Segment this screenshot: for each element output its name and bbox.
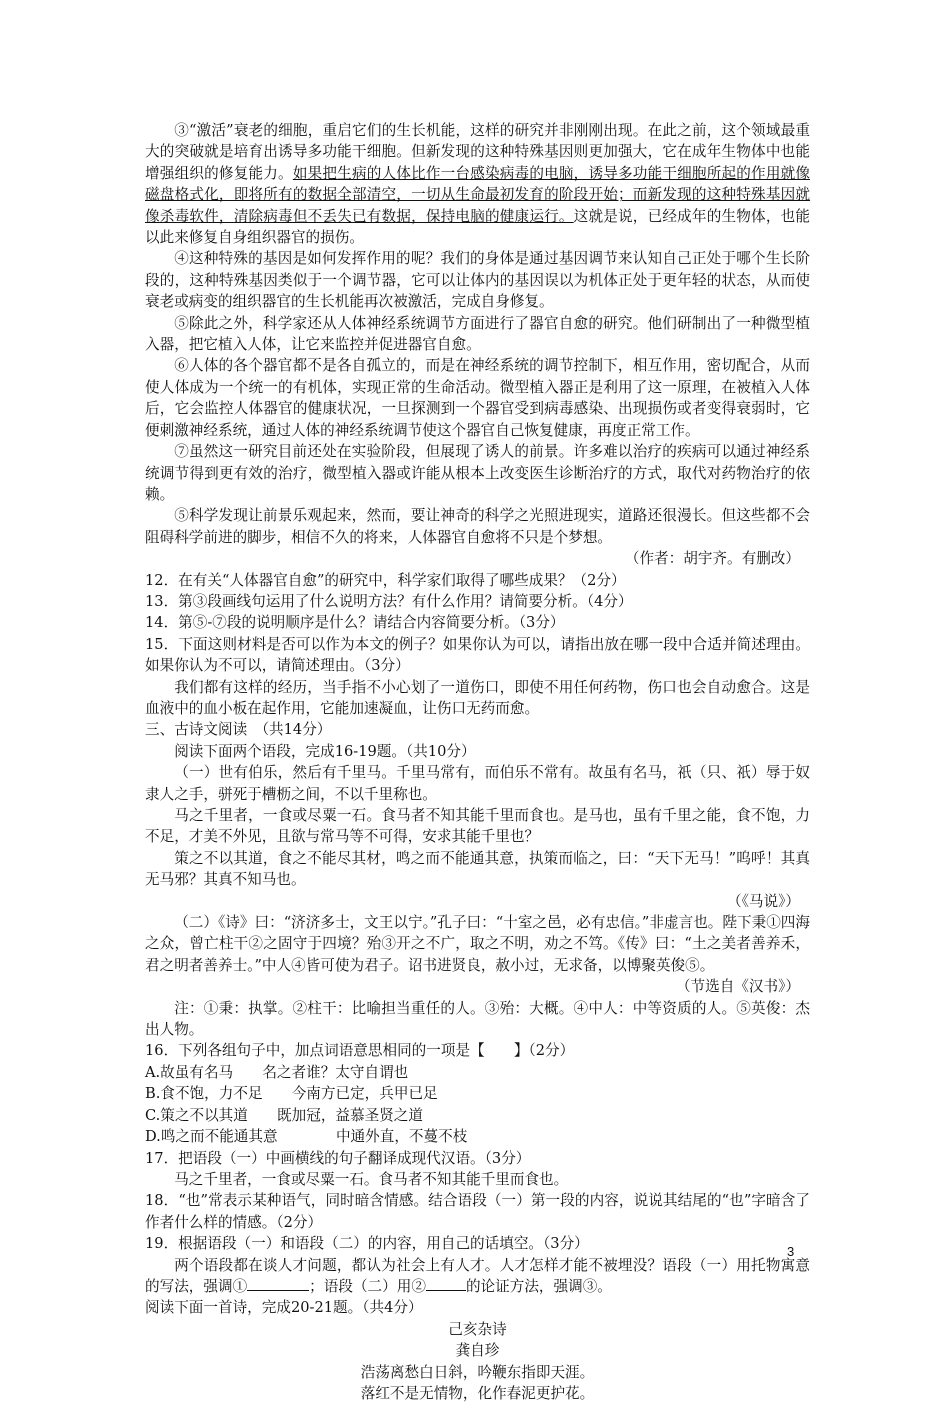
paragraph-5: ⑤除此之外，科学家还从人体神经系统调节方面进行了器官自愈的研究。他们研制出了一种微型植入器，把它植入人体，让它来监控并促进器官自愈。 xyxy=(145,314,810,354)
annotations: 注：①秉：执掌。②柱干：比喻担当重任的人。③殆：大概。④中人：中等资质的人。⑤英俊：杰出人物。 xyxy=(145,999,810,1039)
text2-source: （节选自《汉书》） xyxy=(675,978,800,996)
q16-option-a: A.故虽有名马 名之者谁？太守自谓也 xyxy=(145,1063,409,1081)
q16-option-c: C.策之不以其道 既加冠，益慕圣贤之道 xyxy=(145,1106,423,1124)
question-15: 15．下面这则材料是否可以作为本文的例子？如果你认为可以，请指出放在哪一段中合适并简述理由。如果你认为不可以，请简述理由。（3分） xyxy=(145,635,810,675)
section-3-heading: 三、古诗文阅读 （共14分） xyxy=(145,721,332,739)
answer-blank-1 xyxy=(247,1290,309,1291)
paragraph-8: ⑤科学发现让前景乐观起来，然而，要让神奇的科学之光照进现实，道路还很漫长。但这些都不会阻碍科学前进的脚步，相信不久的将来，人体器官自愈将不只是个梦想。 xyxy=(145,507,810,546)
question-15-material: 我们都有这样的经历，当手指不小心划了一道伤口，即使不用任何药物，伤口也会自动愈合。这是血液中的血小板在起作用，它能加速凝血，让伤口无药而愈。 xyxy=(145,678,810,717)
text1-source: （《马说》） xyxy=(727,892,800,910)
paragraph-6: ⑥人体的各个器官都不是各自孤立的，而是在神经系统的调节控制下，相互作用，密切配合，从而使人体成为一个统一的有机体，实现正常的生命活动。微型植入器正是利用了这一原理，在被植入人体后，它会监控人体器官的健康状况，一旦探测到一个器官受到病毒感染、出现损伤或者变得衰弱时，它便刺激神经系统，通过人体的神经系统调节使这个器官自己恢复健康，再度正常工作。 xyxy=(145,357,810,439)
underlined-sentence: 如果把生病的人体比作一台感染病毒的电脑，诱导多功能干细胞所起的作用就像磁盘格式化，即将所有的数据全部清空，一切从生命最初发育的阶段开始；而新发现的这种特殊基因就像杀毒软件，清除病毒但不丢失已有数据，保持电脑的健康运行。 xyxy=(145,164,810,225)
q16-option-d: D.鸣之而不能通其意 中通外直，不蔓不枝 xyxy=(145,1128,468,1146)
page-number: 3 xyxy=(787,1244,795,1259)
text1-paragraph-1: （一）世有伯乐，然后有千里马。千里马常有，而伯乐不常有。故虽有名马，祇（只、祇）辱于奴隶人之手，骈死于槽枥之间，不以千里称也。 xyxy=(145,764,810,803)
q17-sentence: 马之千里者，一食或尽粟一石。食马者不知其能千里而食也。 xyxy=(174,1170,569,1188)
question-19: 19．根据语段（一）和语段（二）的内容，用自己的话填空。（3分） xyxy=(145,1235,589,1253)
answer-blank-2 xyxy=(426,1290,466,1291)
poem-intro: 阅读下面一首诗，完成20-21题。（共4分） xyxy=(145,1299,423,1317)
poem-line-2: 落红不是无情物，化作春泥更护花。 xyxy=(360,1384,595,1402)
question-13: 13．第③段画线句运用了什么说明方法？有什么作用？请简要分析。（4分） xyxy=(145,592,633,610)
q16-option-b: B.食不饱，力不足 今南方已定，兵甲已足 xyxy=(145,1085,438,1103)
document-page xyxy=(145,120,810,1404)
paragraph-7: ⑦虽然这一研究目前还处在实验阶段，但展现了诱人的前景。许多难以治疗的疾病可以通过神经系统调节得到更有效的治疗，微型植入器或许能从根本上改变医生诊断治疗的方式，取代对药物治疗的依赖。 xyxy=(145,443,810,503)
question-12: 12．在有关“人体器官自愈”的研究中，科学家们取得了哪些成果？（2分） xyxy=(145,571,626,589)
text1-paragraph-3: 策之不以其道，食之不能尽其材，鸣之而不能通其意，执策而临之，曰：“天下无马！”呜呼！其真无马邪？其真不知马也。 xyxy=(145,849,810,889)
text2-paragraph: （二）《诗》曰：“济济多士，文王以宁。”孔子曰：“十室之邑，必有忠信。”非虚言也。陛下秉①四海之众，曾亡柱干②之固守于四境？殆③开之不广，取之不明，劝之不笃。《传》曰：“土之美者善养禾，君之明者善养士。”中人④皆可使为君子。诏书进贤良，赦小过，无求备，以博聚英俊⑤。 xyxy=(145,914,810,974)
poem-line-1: 浩荡离愁白日斜，吟鞭东指即天涯。 xyxy=(360,1363,595,1381)
q19-fill-text: 两个语段都在谈人才问题，都认为社会上有人才。人才怎样才能不被埋没？语段（一）用托物寓意的写法，强调① ；语段（二）用② 的论证方法，强调③。 xyxy=(145,1256,810,1295)
question-17: 17．把语段（一）中画横线的句子翻译成现代汉语。（3分） xyxy=(145,1149,531,1167)
text1-paragraph-2: 马之千里者，一食或尽粟一石。食马者不知其能千里而食也。是马也，虽有千里之能，食不饱，力不足，才美不外见，且欲与常马等不可得，安求其能千里也？ xyxy=(145,807,810,846)
section-3-intro: 阅读下面两个语段，完成16-19题。（共10分） xyxy=(174,742,476,760)
poem-title: 己亥杂诗 xyxy=(448,1320,507,1338)
question-16: 16．下列各组句子中，加点词语意思相同的一项是【 】（2分） xyxy=(145,1042,575,1060)
question-14: 14．第⑤-⑦段的说明顺序是什么？请结合内容简要分析。（3分） xyxy=(145,614,565,632)
paragraph-3: ③“激活”衰老的细胞，重启它们的生长机能，这样的研究并非刚刚出现。在此之前，这个领域最重大的突破就是培育出诱导多功能干细胞。但新发现的这种特殊基因则更加强大，它在成年生物体中也能增强组织的修复能力。如果把生病的人体比作一台感染病毒的电脑，诱导多功能干细胞所起的作用就像磁盘格式化，即将所有的数据全部清空，一切从生命最初发育的阶段开始；而新发现的这种特殊基因就像杀毒软件，清除病毒但不丢失已有数据，保持电脑的健康运行。这就是说，已经成年的生物体，也能以此来修复自身组织器官的损伤。 xyxy=(145,122,810,247)
question-18: 18．“也”常表示某种语气，同时暗含情感。结合语段（一）第一段的内容，说说其结尾的“也”字暗含了作者什么样的情感。（2分） xyxy=(145,1192,810,1231)
poem-author: 龚自珍 xyxy=(455,1342,500,1360)
author-note: （作者：胡宇齐。有删改） xyxy=(624,550,800,568)
paragraph-4: ④这种特殊的基因是如何发挥作用的呢？我们的身体是通过基因调节来认知自己正处于哪个生长阶段的，这种特殊基因类似于一个调节器，它可以让体内的基因误以为机体正处于更年轻的状态，从而使衰老或病变的组织器官的生长机能再次被激活，完成自身修复。 xyxy=(145,250,810,311)
